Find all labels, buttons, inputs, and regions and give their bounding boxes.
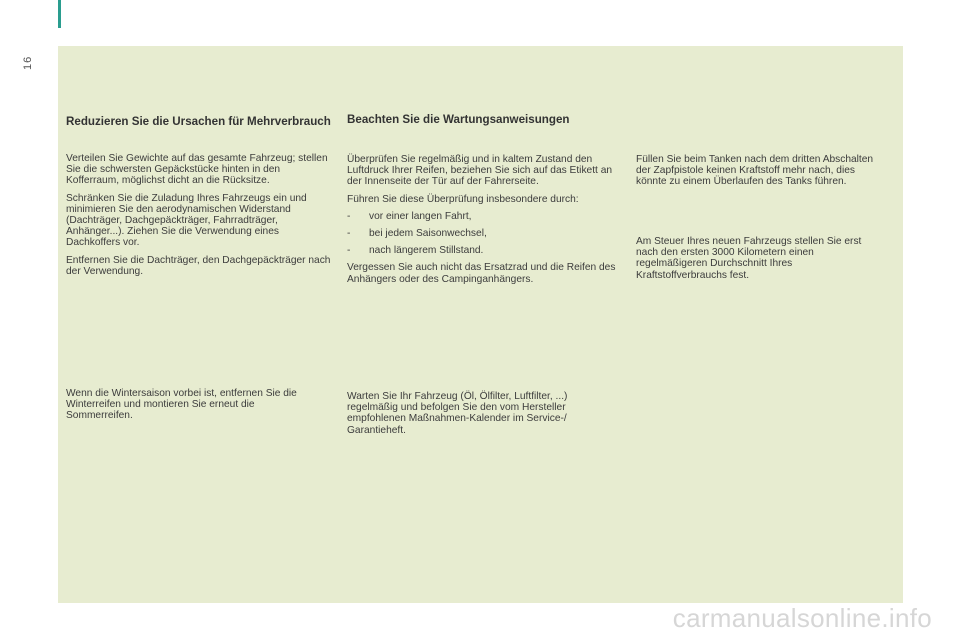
list-item [347, 228, 619, 239]
watermark: carmanualsonline.info [672, 603, 932, 633]
left-paragraph-1: Verteilen Sie Gewichte auf das gesamte Fahrzeug; stellen Sie die schwersten Gepäckstücke hinten in den Kofferraum, möglichst dicht an die Rücksitze. [66, 153, 328, 187]
dash-bullet: - [347, 228, 351, 240]
right-text-2 [636, 236, 882, 287]
list-item-text: bei jedem Saisonwechsel, [369, 228, 487, 240]
right-paragraph-1: Füllen Sie beim Tanken nach dem dritten Abschalten der Zapfpistole keinen Kraftstoff mehr nach, dies könnte zu einem Überlaufen des Tanks führen. [636, 154, 874, 188]
list-item-text: nach längerem Stillstand. [369, 245, 484, 257]
middle-paragraph-4: Warten Sie Ihr Fahrzeug (Öl, Ölfilter, Luftfilter, ...) regelmäßig und befolgen Sie den vom Hersteller empfohlenen Maßnahmen-Kalender im Service-/ Garantieheft. [347, 391, 568, 436]
list-item [347, 211, 619, 222]
dash-bullet: - [347, 245, 351, 257]
middle-paragraph-3: Vergessen Sie auch nicht das Ersatzrad und die Reifen des Anhängers oder des Campinganhängers. [347, 262, 616, 285]
middle-paragraph-1: Überprüfen Sie regelmäßig und in kaltem Zustand den Luftdruck Ihrer Reifen, beziehen Sie sich auf das Etikett an der Innenseite der Tür auf der Fahrerseite. [347, 154, 613, 188]
dash-bullet: - [347, 210, 351, 222]
middle-column [347, 114, 617, 126]
right-text [636, 154, 888, 194]
right-paragraph-2: Am Steuer Ihres neuen Fahrzeugs stellen Sie erst nach den ersten 3000 Kilometern einen regelmäßigeren Durchschnitt Ihres Kraftstoffverbrauchs fest. [636, 236, 862, 281]
middle-text-bottom [347, 391, 609, 442]
content-panel [58, 46, 903, 603]
middle-text [347, 154, 619, 291]
list-item-text: vor einer langen Fahrt, [369, 210, 472, 222]
left-text [66, 153, 334, 283]
page-number: 16 [22, 55, 34, 70]
left-paragraph-3: Entfernen Sie die Dachträger, den Dachgepäckträger nach der Verwendung. [66, 254, 331, 277]
accent-bar [58, 0, 61, 28]
left-paragraph-4: Wenn die Wintersaison vorbei ist, entfernen Sie die Winterreifen und montieren Sie erneut die Sommerreifen. [66, 388, 297, 422]
middle-paragraph-2: Führen Sie diese Überprüfung insbesondere durch: [347, 193, 579, 205]
left-paragraph-2: Schränken Sie die Zuladung Ihres Fahrzeugs ein und minimieren Sie den aerodynamischen Widerstand (Dachträger, Dachgepäckträger, Fahrradträger, Anhänger...). Ziehen Sie die Verwendung eines Dachkoffers vor. [66, 192, 307, 249]
list-item [347, 245, 619, 256]
left-heading: Reduzieren Sie die Ursachen für Mehrverbrauch [66, 115, 331, 128]
left-column [66, 116, 334, 128]
middle-heading: Beachten Sie die Wartungsanweisungen [347, 113, 570, 126]
left-text-bottom [66, 388, 318, 428]
